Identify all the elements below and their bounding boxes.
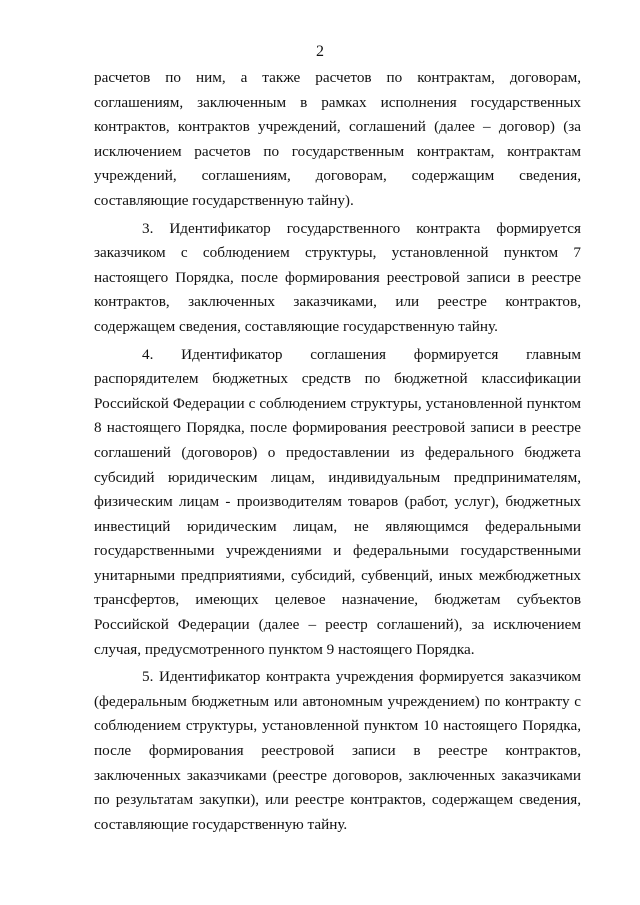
paragraph-item-4: 4. Идентификатор соглашения формируется главным распорядителем бюджетных средств по бюджетной классификации Российской Федерации с соблюдением структуры, установленной пунктом 8 настоящего Порядка, после формирования реестровой записи в реестре соглашений (договоров) о предоставлении из федерального бюджета субсидий юридическим лицам, индивидуальным предпринимателям, физическим лицам - производителям товаров (работ, услуг), бюджетных инвестиций юридическим лицам, не являющимся федеральными государственными учреждениями и федеральными государственными унитарными предприятиями, субсидий, субвенций, иных межбюджетных трансфертов, имеющих целевое назначение, бюджетам субъектов Российской Федерации (далее – реестр соглашений), за исключением случая, предусмотренного пунктом 9 настоящего Порядка. <box>94 345 581 658</box>
paragraph-continuation: расчетов по ним, а также расчетов по контрактам, договорам, соглашениям, заключенным в рамках исполнения государственных контрактов, контрактов учреждений, соглашений (далее – договор) (за исключением расчетов по государственным контрактам, контрактам учреждений, соглашениям, договорам, содержащим сведения, составляющие государственную тайну). <box>94 69 581 209</box>
document-body <box>94 66 581 837</box>
paragraph-item-5: 5. Идентификатор контракта учреждения формируется заказчиком (федеральным бюджетным или автономным учреждением) по контракту с соблюдением структуры, установленной пунктом 10 настоящего Порядка, после формирования реестровой записи в реестре контрактов, заключенных заказчиками (реестре договоров, заключенных заказчиками по результатам закупки), или реестре контрактов, содержащем сведения, составляющие государственную тайну. <box>94 668 581 833</box>
paragraph-item-3: 3. Идентификатор государственного контракта формируется заказчиком с соблюдением структуры, установленной пунктом 7 настоящего Порядка, после формирования реестровой записи в реестре контрактов, заключенных заказчиками, или реестре контрактов, содержащем сведения, составляющие государственную тайну. <box>94 219 581 335</box>
page-number: 2 <box>316 43 324 60</box>
